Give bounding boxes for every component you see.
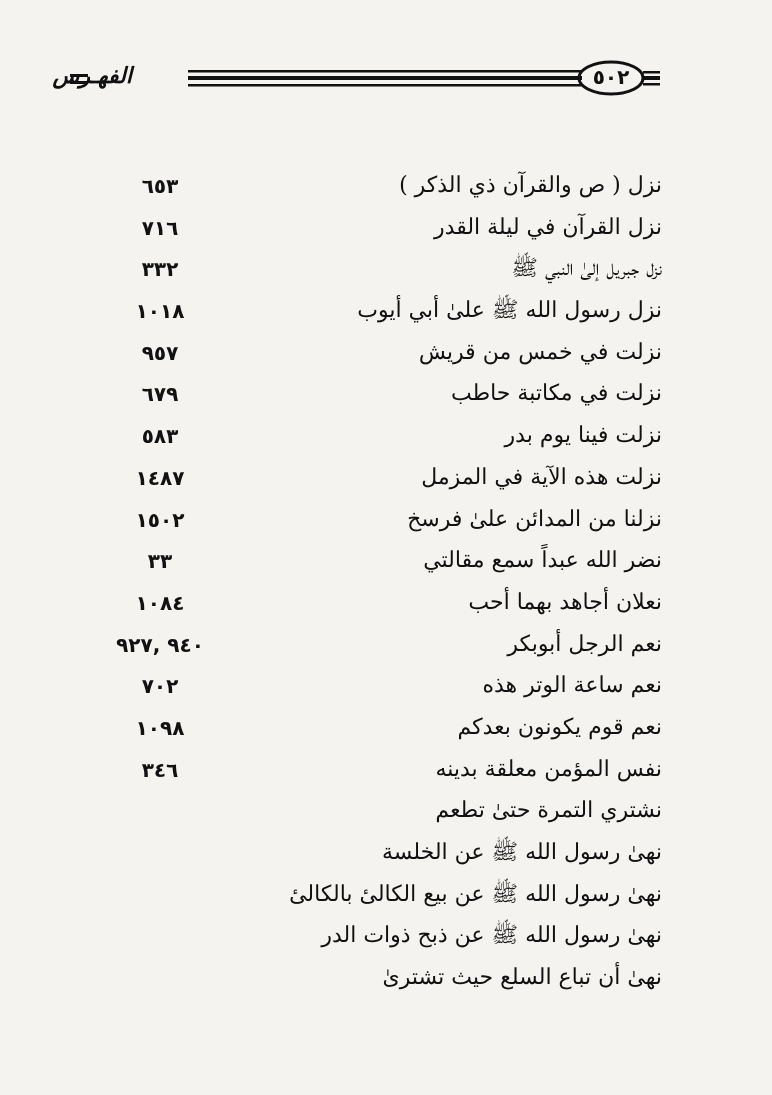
entry-page-number: ٣٣٢	[141, 257, 179, 282]
entry-page-number: ٩٥٧	[141, 340, 179, 365]
entry-text: نزلت في مكاتبة حاطب	[450, 381, 662, 407]
entry-text: نزلت فينا يوم بدر	[504, 423, 662, 449]
page-number: ٥٠٢	[592, 65, 630, 89]
entry-text: نفس المؤمن معلقة بدينه	[435, 756, 662, 782]
entry-page-number: ٩٤٠ ,٩٢٧	[116, 632, 204, 657]
index-entry	[0, 209, 772, 251]
entry-page-number: ١٠٨٤	[135, 590, 185, 615]
index-entry	[0, 292, 772, 334]
entry-page-number: ٧١٦	[141, 215, 179, 240]
entry-page-number: ٣٤٦	[141, 757, 179, 782]
index-entry	[0, 709, 772, 751]
entry-text: نعم قوم يكونون بعدكم	[457, 714, 662, 740]
index-entry	[0, 459, 772, 501]
entry-page-number: ٣٣	[147, 549, 173, 574]
entry-text: نضر الله عبداً سمع مقالتي	[423, 548, 662, 574]
entry-text: نعلان أجاهد بهما أحب	[468, 589, 662, 615]
entry-text: نزل القرآن في ليلة القدر	[434, 214, 662, 240]
entry-text: نهىٰ رسول الله ﷺ عن ذبح ذوات الدر	[321, 923, 662, 949]
index-entry	[0, 542, 772, 584]
entry-text: نعم ساعة الوتر هذه	[482, 673, 662, 699]
index-entry	[0, 751, 772, 793]
entry-text: نزلنا من المدائن علىٰ فرسخ	[407, 506, 662, 532]
entry-page-number: ١٠١٨	[135, 299, 185, 324]
index-entry	[0, 876, 772, 918]
entry-text: نزل جبريل إلىٰ النبي ﷺ	[511, 256, 662, 282]
entry-page-number: ٦٧٩	[141, 382, 179, 407]
index-title: الفهـرس	[52, 63, 132, 89]
index-entry	[0, 792, 772, 834]
index-entry	[0, 250, 772, 292]
index-entry	[0, 501, 772, 543]
entry-text: نهىٰ رسول الله ﷺ عن الخلسة	[381, 840, 662, 865]
entry-page-number: ١٤٨٧	[135, 465, 185, 490]
index-entry	[0, 917, 772, 959]
entry-text: نزلت في خمس من قريش	[418, 339, 662, 365]
index-entry	[0, 584, 772, 626]
index-entry	[0, 334, 772, 376]
entry-page-number: ١٠٩٨	[135, 715, 185, 740]
index-entry	[0, 167, 772, 209]
index-entry	[0, 375, 772, 417]
index-entry	[0, 834, 772, 876]
index-entry	[0, 626, 772, 668]
entry-text: نزل ( ص والقرآن ذي الذكر )	[399, 173, 662, 198]
entry-page-number: ٥٨٣	[141, 424, 179, 449]
entry-page-number: ٦٥٣	[141, 174, 179, 198]
entry-text: نهىٰ أن تباع السلع حيث تشترىٰ	[382, 965, 662, 991]
index-entries-list	[0, 167, 772, 1001]
index-entry	[0, 667, 772, 709]
entry-text: نهىٰ رسول الله ﷺ عن بيع الكالىٔ بالكالىٔ	[289, 881, 662, 907]
entry-text: نعم الرجل أبوبكر	[507, 631, 662, 657]
page-header	[0, 55, 772, 103]
entry-page-number: ٧٠٢	[141, 674, 179, 699]
index-entry	[0, 959, 772, 1001]
index-entry	[0, 417, 772, 459]
entry-page-number: ١٥٠٢	[135, 507, 185, 532]
entry-text: نشتري التمرة حتىٰ تطعم	[435, 798, 662, 824]
entry-text: نزلت هذه الآية في المزمل	[421, 464, 662, 490]
entry-text: نزل رسول الله ﷺ علىٰ أبي أيوب	[357, 298, 662, 324]
